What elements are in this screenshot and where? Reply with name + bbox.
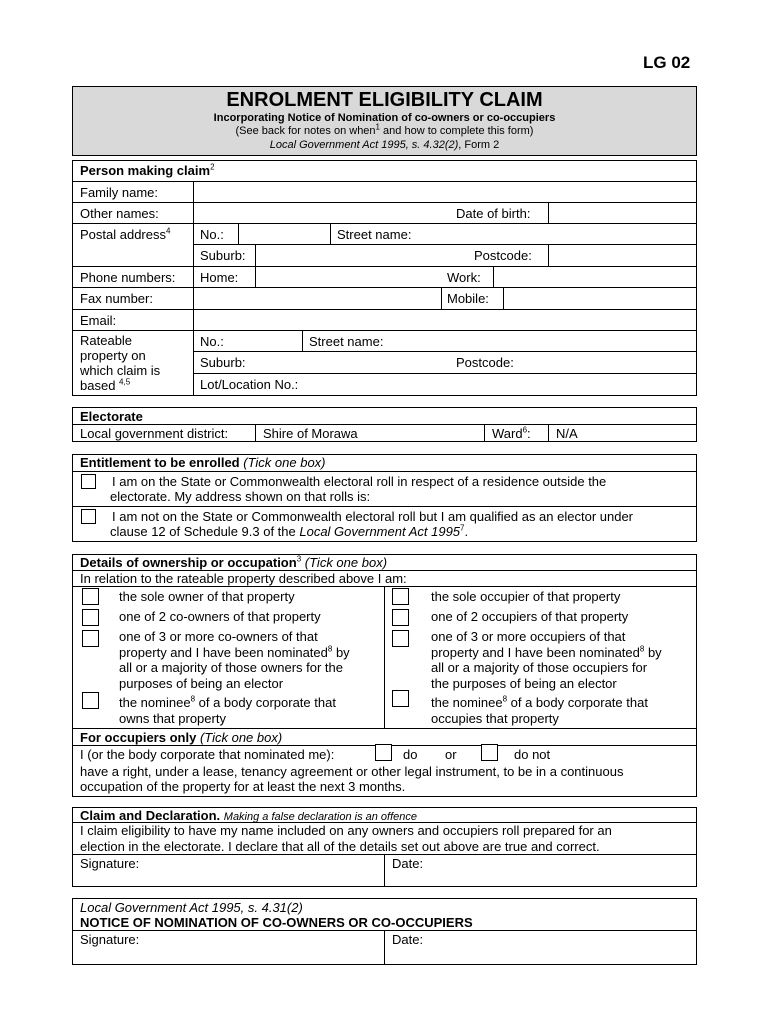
postal-address-label (80, 227, 170, 242)
occupier-sole-text: the sole occupier of that property (431, 589, 621, 604)
claim-date-label: Date: (392, 856, 424, 871)
occupiers-only-line2: have a right, under a lease, tenancy agreement or other legal instrument, to be in a continuous (80, 764, 624, 779)
dob-field[interactable] (549, 203, 696, 223)
owner-three-text: one of 3 or more co-owners of that (119, 629, 318, 644)
notice-signature-label: Signature: (80, 932, 140, 947)
entitlement-heading-note: (Tick one box) (243, 455, 326, 470)
owner-nominee-post: of a body corporate that (195, 695, 336, 710)
occupier-nominee-post: of a body corporate that (507, 695, 648, 710)
occupiers-only-heading-note: (Tick one box) (199, 730, 283, 745)
ownership-heading-sup: 3 (296, 554, 302, 564)
rateable-sup: 4,5 (119, 377, 131, 387)
owner-three-text: all or a majority of those owners for the (119, 660, 343, 675)
ward-colon: : (527, 426, 531, 441)
occupancy-do-not-label: do not (514, 747, 551, 762)
occupier-nominee-text (431, 695, 648, 710)
lot-field[interactable] (310, 374, 696, 395)
owner-three-sup: 8 (327, 644, 333, 654)
page-subtitle: Incorporating Notice of Nomination of co-owners or co-occupiers (213, 112, 556, 124)
ward-divider-a (484, 424, 485, 442)
fax-label: Fax number: (80, 291, 153, 306)
occupancy-do-checkbox[interactable] (375, 744, 392, 761)
entitlement-option2-text (110, 524, 468, 539)
header-note-pre: (See back for notes on when (235, 125, 376, 137)
prop-suburb-field[interactable] (256, 352, 446, 373)
postal-suburb-field[interactable] (256, 245, 466, 265)
rateable-line: property on (80, 348, 146, 363)
mobile-field[interactable] (504, 288, 696, 309)
claim-text: I claim eligibility to have my name included on any owners and occupiers roll prepared for an (80, 823, 612, 838)
rateable-line-last (80, 378, 160, 393)
occupiers-only-line1: I (or the body corporate that nominated me): (80, 747, 335, 762)
occupier-nominee-checkbox[interactable] (392, 690, 409, 707)
mobile-divider-a (441, 287, 442, 309)
entitlement-option2-act: Local Government Act 1995 (299, 524, 461, 539)
owner-nominee-l1: the nominee (119, 695, 191, 710)
owner-nominee-sup: 8 (190, 694, 196, 704)
claim-signature-field[interactable] (73, 855, 383, 886)
occupier-three-l2: property and I have been nominated (431, 645, 640, 660)
work-label: Work: (447, 270, 481, 285)
ward-label (492, 426, 531, 441)
entitlement-option1-text: I am on the State or Commonwealth electoral roll in respect of a residence outside the (112, 474, 607, 489)
ward-divider-b (548, 424, 549, 442)
other-names-label: Other names: (80, 206, 159, 221)
occupier-three-text: all or a majority of those occupiers for (431, 660, 648, 675)
entitlement-option2-post: . (464, 524, 469, 539)
lot-label: Lot/Location No.: (200, 377, 299, 392)
prop-no-field[interactable] (235, 331, 301, 351)
owner-sole-checkbox[interactable] (82, 588, 99, 605)
occupier-sole-checkbox[interactable] (392, 588, 409, 605)
ownership-column-divider (384, 586, 385, 728)
occupier-three-by: by (644, 645, 662, 660)
postal-address-sup: 4 (166, 226, 171, 236)
prop-postcode-label: Postcode: (456, 355, 514, 370)
header-note (72, 122, 697, 138)
entitlement-option2-sup: 7 (460, 523, 465, 533)
occupiers-only-heading (80, 730, 282, 745)
occupier-three-text: one of 3 or more occupiers of that (431, 629, 626, 644)
person-heading-text: Person making claim (80, 163, 211, 178)
occupancy-or-label: or (445, 747, 457, 762)
email-label: Email: (80, 313, 117, 328)
postal-no-label: No.: (200, 227, 224, 242)
prop-street-label: Street name: (309, 334, 384, 349)
entitlement-heading-text: Entitlement to be enrolled (80, 455, 240, 470)
entitlement-line (72, 471, 697, 472)
header-act (72, 139, 697, 152)
notice-date-label: Date: (392, 932, 424, 947)
rateable-line: Rateable (80, 333, 133, 348)
occupier-nominee-l1: the nominee (431, 695, 503, 710)
owner-nominee-checkbox[interactable] (82, 692, 99, 709)
email-field[interactable] (194, 310, 696, 330)
postal-no-divider-b (330, 223, 331, 244)
claim-date-field[interactable] (385, 855, 696, 886)
other-names-field[interactable] (194, 203, 434, 223)
postal-street-field[interactable] (420, 224, 696, 244)
header-note-post: and how to complete this form) (380, 125, 534, 137)
district-divider (255, 424, 256, 442)
occupier-two-checkbox[interactable] (392, 609, 409, 626)
occupiers-only-line3: occupation of the property for at least the next 3 months. (80, 779, 406, 794)
fax-field[interactable] (194, 288, 440, 309)
owner-three-l2: property and I have been nominated (119, 645, 328, 660)
ownership-heading-note: (Tick one box) (304, 555, 388, 570)
claim-text: election in the electorate. I declare that all of the details set out above are true and correct. (80, 839, 600, 854)
entitlement-heading (80, 455, 326, 470)
ward-sup: 6 (522, 425, 528, 435)
electorate-line (72, 424, 697, 425)
postal-no-field[interactable] (239, 224, 329, 244)
header-act-italic: Local Government Act 1995, s. 4.32(2) (269, 139, 459, 151)
entitlement-line (72, 506, 697, 507)
occupier-three-checkbox[interactable] (392, 630, 409, 647)
claim-heading-note: Making a false declaration is an offence (223, 811, 418, 823)
rateable-label (80, 333, 160, 393)
ward-label-text: Ward (492, 426, 523, 441)
occupancy-do-label: do (403, 747, 418, 762)
electorate-heading: Electorate (80, 409, 143, 424)
family-name-field[interactable] (194, 182, 696, 202)
form-code: LG 02 (643, 53, 691, 72)
entitlement-option2-text: I am not on the State or Commonwealth electoral roll but I am qualified as an elector under (112, 509, 634, 524)
occupiers-only-heading-text: For occupiers only (80, 730, 197, 745)
prop-postcode-field[interactable] (525, 352, 696, 373)
header-act-rest: , Form 2 (458, 139, 500, 151)
mobile-label: Mobile: (447, 291, 489, 306)
owner-three-by: by (332, 645, 350, 660)
claim-heading-text: Claim and Declaration. (80, 808, 221, 823)
occupier-three-text: the purposes of being an elector (431, 676, 617, 691)
entitlement-option2-checkbox[interactable] (81, 509, 96, 524)
prop-street-field[interactable] (392, 331, 696, 351)
person-heading (80, 163, 215, 178)
home-phone-field[interactable] (256, 267, 441, 287)
occupier-two-text: one of 2 occupiers of that property (431, 609, 629, 624)
person-heading-sup: 2 (210, 162, 215, 172)
owner-two-checkbox[interactable] (82, 609, 99, 626)
occupier-nominee-sup: 8 (502, 694, 508, 704)
prop-no-divider (302, 330, 303, 351)
occupier-nominee-text: occupies that property (431, 711, 559, 726)
ownership-intro: In relation to the rateable property described above I am: (80, 571, 407, 586)
page-title: ENROLMENT ELIGIBILITY CLAIM (226, 89, 543, 111)
rateable-line: which claim is (80, 363, 161, 378)
ownership-heading (80, 555, 387, 570)
ward-value: N/A (556, 426, 578, 441)
notice-act (80, 900, 303, 915)
notice-act-text: Local Government Act 1995, s. 4.31(2) (80, 900, 303, 915)
district-value: Shire of Morawa (263, 426, 358, 441)
dob-label: Date of birth: (456, 206, 531, 221)
prop-no-label: No.: (200, 334, 224, 349)
postal-postcode-field[interactable] (549, 245, 696, 265)
notice-title: NOTICE OF NOMINATION OF CO-OWNERS OR CO-OCCUPIERS (80, 915, 473, 930)
postal-street-label: Street name: (337, 227, 412, 242)
header-note-sup: 1 (375, 122, 380, 132)
postal-address-text: Postal address (80, 227, 166, 242)
owner-two-text: one of 2 co-owners of that property (119, 609, 321, 624)
claim-signature-label: Signature: (80, 856, 140, 871)
occupancy-do-not-checkbox[interactable] (481, 744, 498, 761)
occupiers-only-line (72, 728, 697, 729)
entitlement-option2-pre: clause 12 of Schedule 9.3 of the (110, 524, 300, 539)
owner-nominee-text: owns that property (119, 711, 226, 726)
owner-three-text: purposes of being an elector (119, 676, 284, 691)
owner-three-text (119, 645, 350, 660)
owner-sole-text: the sole owner of that property (119, 589, 295, 604)
work-phone-field[interactable] (494, 267, 696, 287)
district-label: Local government district: (80, 426, 229, 441)
postal-postcode-label: Postcode: (474, 248, 532, 263)
entitlement-option1-text: electorate. My address shown on that rolls is: (110, 489, 371, 504)
occupier-three-sup: 8 (639, 644, 645, 654)
occupier-three-text (431, 645, 662, 660)
prop-suburb-label: Suburb: (200, 355, 246, 370)
phone-label: Phone numbers: (80, 270, 176, 285)
rateable-line-text: based (80, 378, 116, 393)
owner-nominee-text (119, 695, 336, 710)
postal-suburb-label: Suburb: (200, 248, 246, 263)
entitlement-option1-checkbox[interactable] (81, 474, 96, 489)
owner-three-checkbox[interactable] (82, 630, 99, 647)
family-name-label: Family name: (80, 185, 159, 200)
ownership-heading-text: Details of ownership or occupation (80, 555, 297, 570)
notice-signature-field[interactable] (73, 931, 383, 964)
notice-date-field[interactable] (385, 931, 696, 964)
home-label: Home: (200, 270, 239, 285)
